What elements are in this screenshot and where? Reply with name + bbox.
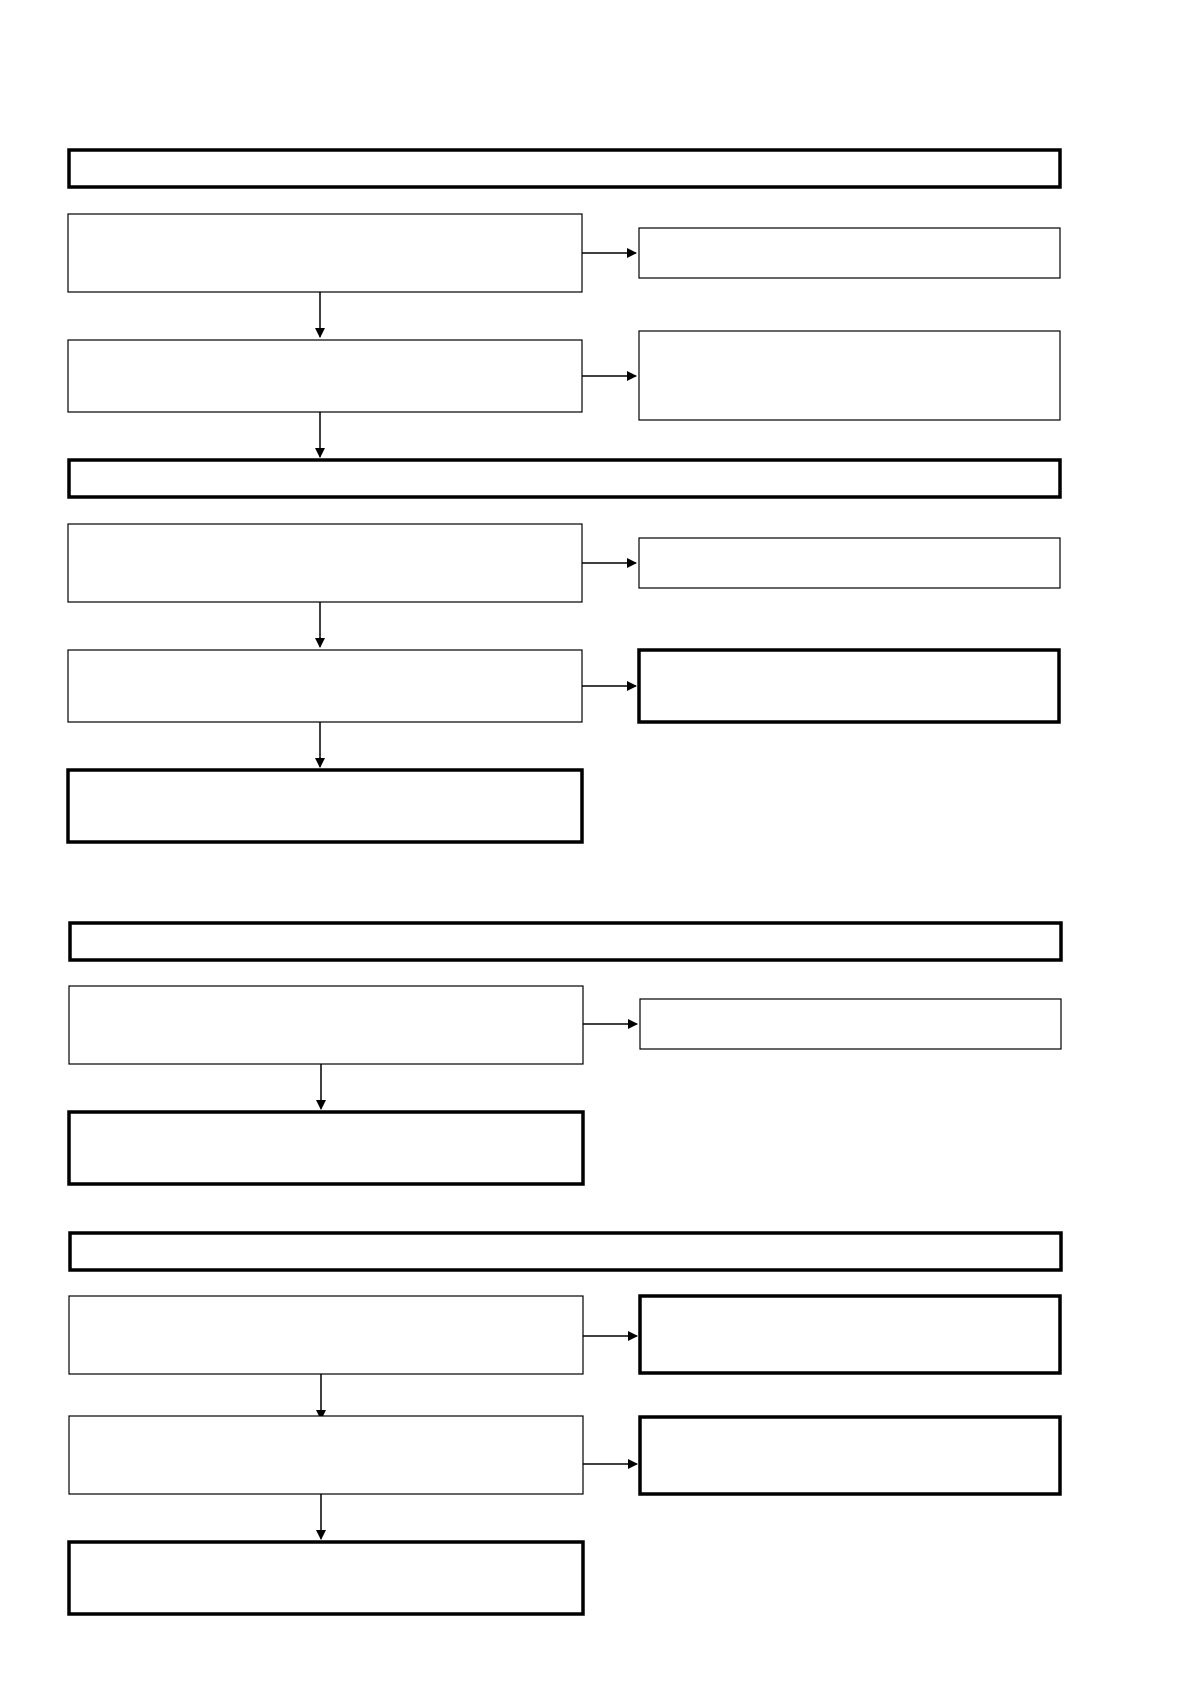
section-2-terminal-box: [68, 770, 582, 842]
section-1-step-1-box: [68, 214, 582, 292]
section-1-outcome-1-box: [639, 228, 1060, 278]
section-1-header-box: [69, 150, 1060, 187]
section-3: [69, 923, 1061, 1184]
section-4-header-box: [70, 1233, 1061, 1270]
section-4: [69, 1233, 1061, 1614]
section-4-outcome-2-box: [640, 1417, 1060, 1494]
section-3-step-1-box: [69, 986, 583, 1064]
section-4-terminal-box: [69, 1542, 583, 1614]
section-4-step-2-box: [69, 1416, 583, 1494]
section-2-outcome-1-box: [639, 538, 1060, 588]
section-2: [68, 460, 1060, 842]
section-2-step-1-box: [68, 524, 582, 602]
section-2-outcome-2-box: [639, 650, 1059, 722]
section-3-header-box: [70, 923, 1061, 960]
section-1: [68, 150, 1060, 457]
section-2-header-box: [69, 460, 1060, 497]
section-1-step-2-box: [68, 340, 582, 412]
section-4-step-1-box: [69, 1296, 583, 1374]
section-1-outcome-2-box: [639, 331, 1060, 420]
section-3-outcome-1-box: [640, 999, 1061, 1049]
section-3-terminal-box: [69, 1112, 583, 1184]
section-2-step-2-box: [68, 650, 582, 722]
section-4-outcome-1-box: [640, 1296, 1060, 1373]
